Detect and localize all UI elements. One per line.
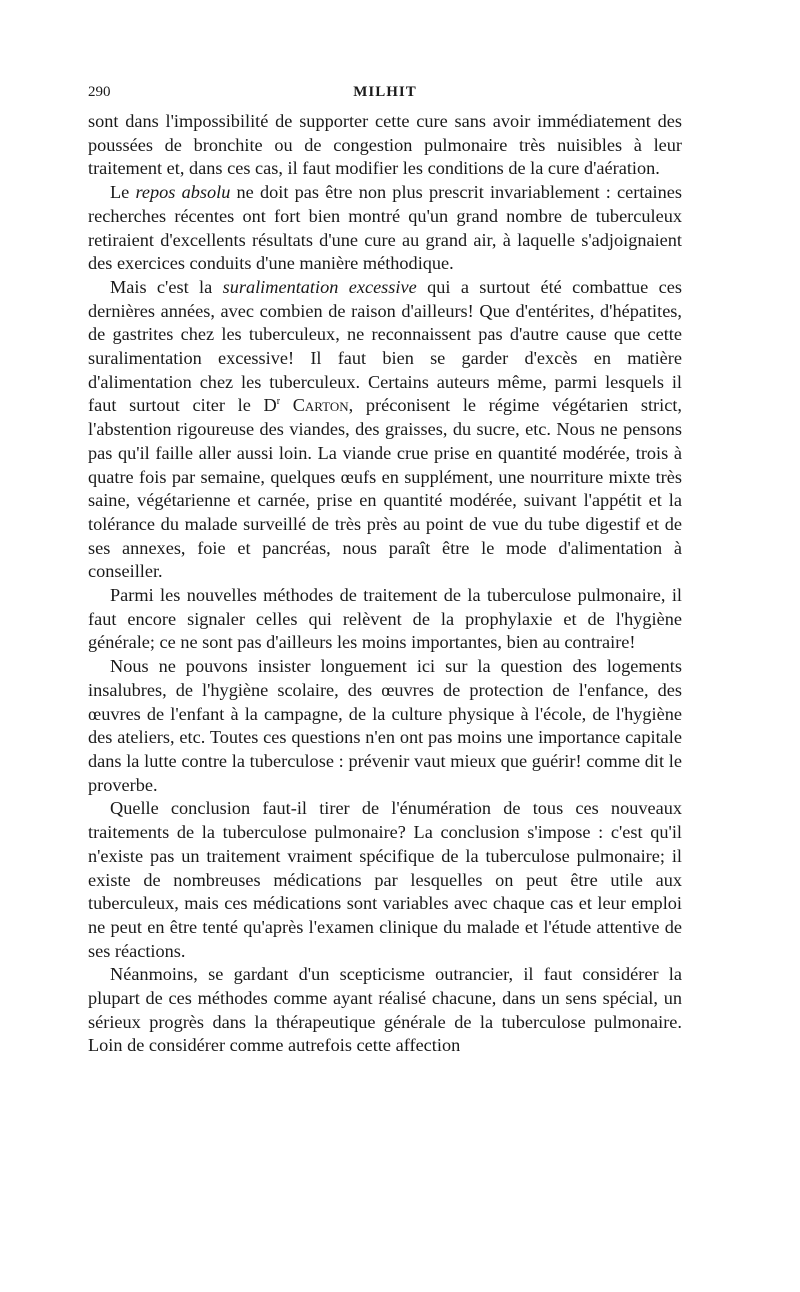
- paragraph: [88, 797, 682, 963]
- page-number: 290: [88, 84, 111, 100]
- paragraph: [88, 655, 682, 797]
- text-segment: Le: [110, 182, 136, 203]
- page-header: [88, 84, 682, 110]
- text-segment: sont dans l'impossibilité de supporter cette cure sans avoir immédiatement des poussées de bronchite ou de congestion pulmonaire très nuisibles à leur traitement et, dans ces cas, il faut modifier les conditions de la cure d'aération.: [88, 111, 682, 179]
- running-head: MILHIT: [353, 84, 417, 100]
- text-segment: repos absolu: [135, 182, 231, 203]
- text-segment: suralimentation excessive: [222, 276, 417, 297]
- text-segment: Nous ne pouvons insister longuement ici sur la question des logements insalubres, de l'hygiène scolaire, des œuvres de protection de l'enfance, des œuvres de l'enfant à la campagne, de la culture physique à l'école, de l'hygiène des ateliers, etc. Toutes ces questions n'en ont pas moins une importance capitale dans la lutte contre la tuberculose : prévenir vaut mieux que guérir! comme dit le proverbe.: [88, 656, 682, 795]
- text-segment: Néanmoins, se gardant d'un scepticisme outrancier, il faut considérer la plupart de ces méthodes comme ayant réalisé chacune, dans un sens spécial, un sérieux progrès dans la thérapeutique générale de la tuberculose pulmonaire. Loin de considérer comme autrefois cette affection: [88, 964, 682, 1056]
- paragraph: [88, 276, 682, 584]
- text-segment: qui a surtout été combattue ces dernières années, avec combien de raison d'ailleurs! Que d'entérites, d'hépatites, de gastrites chez les tuberculeux, ne reconnaissent pas d'autre cause que cette suralimentation excessive! Il faut bien se garder d'excès en matière d'alimentation chez les tuberculeux. Certains auteurs même, parmi lesquels il faut surtout citer le D: [88, 276, 682, 416]
- book-page: [88, 84, 682, 1058]
- text-segment: Parmi les nouvelles méthodes de traitement de la tuberculose pulmonaire, il faut encore signaler celles qui relèvent de la prophylaxie et de l'hygiène générale; ce ne sont pas d'ailleurs les moins importantes, bien au contraire!: [88, 585, 682, 653]
- text-segment: Carton: [292, 395, 349, 416]
- paragraph: [88, 110, 682, 181]
- text-segment: [280, 395, 293, 415]
- body-text: [88, 110, 682, 1058]
- paragraph: [88, 584, 682, 655]
- paragraph: [88, 181, 682, 276]
- text-segment: r: [276, 396, 281, 408]
- text-segment: Mais c'est la: [110, 276, 223, 297]
- text-segment: , préconisent le régime végétarien strict, l'abstention rigoureuse des viandes, des graisses, du sucre, etc. Nous ne pensons pas qu'il faille aller aussi loin. La viande crue prise en quantité modérée, trois à quatre fois par semaine, quelques œufs en supplément, une nourriture mixte très saine, végétarienne et carnée, prise en quantité modérée, suivant l'appétit et la tolérance du malade surveillé de très près au point de vue du tube digestif et de ses annexes, foie et pancréas, nous paraît être le mode d'alimentation à conseiller.: [88, 395, 682, 582]
- text-segment: Quelle conclusion faut-il tirer de l'énumération de tous ces nouveaux traitements de la tuberculose pulmonaire? La conclusion s'impose : c'est qu'il n'existe pas un traitement vraiment spécifique de la tuberculose pulmonaire; il existe de nombreuses médications par lesquelles on peut être utile aux tuberculeux, mais ces médications sont variables avec chaque cas et leur emploi ne peut en être tenté qu'après l'examen clinique du malade et l'étude attentive de ses réactions.: [88, 798, 682, 961]
- text-segment: ne doit pas être non plus prescrit invariablement : certaines recherches récentes ont fort bien montré qu'un grand nombre de tuberculeux retiraient d'excellents résultats d'une cure au grand air, à laquelle s'adjoignaient des exercices conduits d'une manière méthodique.: [88, 182, 682, 274]
- paragraph: [88, 963, 682, 1058]
